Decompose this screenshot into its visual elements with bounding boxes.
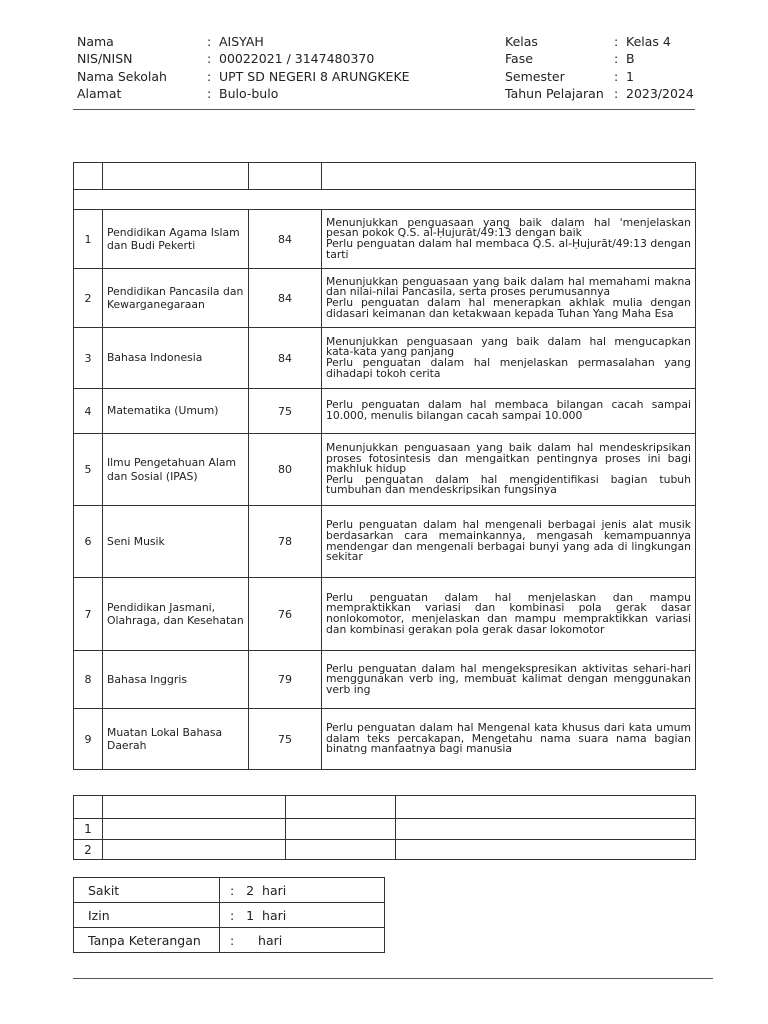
- info-label: Kelas: [505, 34, 538, 49]
- description-line: Menunjukkan penguasaan yang baik dalam hal mengucapkan kata-kata yang panjang: [326, 334, 691, 359]
- info-value-address: Bulo-bulo: [219, 85, 279, 101]
- description-line: Perlu penguatan dalam hal menjelaskan permasalahan yang dihadapi tokoh cerita: [326, 356, 691, 380]
- extracurricular-body: [74, 819, 696, 860]
- description-line: Menunjukkan penguasaan yang baik dalam hal memahami makna dan nilai-nilai Pancasila, serta proses perumusannya: [326, 274, 691, 299]
- grades-table: [73, 162, 696, 770]
- info-value-nis: 00022021 / 3147480370: [219, 51, 375, 67]
- header-cell: [103, 796, 286, 819]
- grades-header-row: [74, 163, 696, 190]
- subject-score: 84: [249, 269, 322, 328]
- attendance-table: [73, 877, 385, 953]
- info-value-year: 2023/2024: [626, 85, 694, 101]
- attendance-row: [74, 903, 385, 928]
- attendance-label: Sakit: [74, 878, 220, 903]
- grade-number: 4: [74, 389, 103, 434]
- subject-name: Matematika (Umum): [103, 389, 249, 434]
- info-separator: :: [614, 68, 619, 84]
- attendance-row: [74, 928, 385, 953]
- description-line: Perlu penguatan dalam hal menjelaskan dan mampu mempraktikkan variasi dan kombinasi pola gerak dasar nonlokomotor, menjelaskan dan mampu mempraktikkan variasi dan kombinasi gerakan pola gerak dasar lokomotor: [326, 590, 691, 636]
- subject-name: Ilmu Pengetahuan Alam dan Sosial (IPAS): [103, 434, 249, 506]
- subject-name: Seni Musik: [103, 506, 249, 578]
- grade-row: [74, 328, 696, 389]
- info-row-year: [505, 85, 694, 102]
- extracurricular-number: 2: [74, 840, 103, 860]
- info-label: Tahun Pelajaran: [505, 85, 604, 101]
- grade-number: 2: [74, 269, 103, 328]
- info-row-nis: [77, 50, 410, 67]
- extracurricular-cell: [396, 819, 696, 840]
- extracurricular-cell: [103, 819, 286, 840]
- subject-description: [322, 269, 696, 328]
- subject-score: 78: [249, 506, 322, 578]
- description-line: Perlu penguatan dalam hal mengenali berbagai jenis alat musik berdasarkan cara memainkannya, mengasah kemampuannya mendengar dan mengenali berbagai bunyi yang ada di lingkungan sekitar: [326, 518, 691, 564]
- subject-name: Bahasa Inggris: [103, 651, 249, 709]
- attendance-separator: :: [230, 907, 235, 923]
- info-value-name: AISYAH: [219, 34, 264, 49]
- subject-description: [322, 389, 696, 434]
- extracurricular-table: [73, 795, 696, 860]
- subject-score: 84: [249, 328, 322, 389]
- attendance-label: Tanpa Keterangan: [74, 928, 220, 953]
- subject-score: 76: [249, 578, 322, 651]
- grade-row: [74, 578, 696, 651]
- info-separator: :: [207, 68, 212, 84]
- grade-number: 7: [74, 578, 103, 651]
- extracurricular-number: 1: [74, 819, 103, 840]
- grade-number: 5: [74, 434, 103, 506]
- extracurricular-cell: [286, 840, 396, 860]
- info-separator: :: [614, 51, 619, 67]
- attendance-separator: :: [230, 932, 235, 948]
- subject-name: Muatan Lokal Bahasa Daerah: [103, 709, 249, 770]
- grade-number: 8: [74, 651, 103, 709]
- extracurricular-row: [74, 840, 696, 860]
- info-separator: :: [207, 34, 212, 49]
- subject-description: [322, 434, 696, 506]
- description-line: Perlu penguatan dalam hal menerapkan akhlak mulia dengan didasari keimanan dan ketakwaan kepada Tuhan Yang Maha Esa: [326, 296, 691, 320]
- grade-number: 3: [74, 328, 103, 389]
- info-separator: :: [207, 51, 212, 67]
- attendance-value: 2 hari: [246, 882, 287, 898]
- info-row-address: [77, 85, 410, 102]
- info-label: Fase: [505, 51, 533, 67]
- grade-row: [74, 434, 696, 506]
- extracurricular-cell: [286, 819, 396, 840]
- student-info-right: [505, 33, 694, 102]
- description-line: Perlu penguatan dalam hal mengidentifikasi bagian tubuh tumbuhan dan mendeskripsikan fungsinya: [326, 472, 691, 497]
- extracurricular-header-row: [74, 796, 696, 819]
- grade-row: [74, 269, 696, 328]
- grade-row: [74, 389, 696, 434]
- info-label: Alamat: [77, 85, 122, 101]
- description-line: Perlu penguatan dalam hal membaca bilangan cacah sampai 10.000, menulis bilangan cacah sampai 10.000: [326, 398, 691, 422]
- subject-score: 75: [249, 709, 322, 770]
- subject-score: 79: [249, 651, 322, 709]
- info-row-school: [77, 68, 410, 85]
- grades-group-row: [74, 190, 696, 210]
- attendance-row: [74, 878, 385, 903]
- subject-name: Pendidikan Jasmani, Olahraga, dan Kesehatan: [103, 578, 249, 651]
- extracurricular-cell: [103, 840, 286, 860]
- grade-row: [74, 709, 696, 770]
- info-row-name: [77, 33, 410, 50]
- attendance-value: hari: [246, 932, 283, 948]
- subject-description: [322, 328, 696, 389]
- group-cell: [74, 190, 696, 210]
- description-line: Menunjukkan penguasaan yang baik dalam hal 'menjelaskan pesan pokok Q.S. al-Ḥujurāt/49:13 dengan baik: [326, 215, 691, 240]
- subject-description: [322, 506, 696, 578]
- attendance-value-cell: [220, 878, 385, 903]
- grade-number: 9: [74, 709, 103, 770]
- header-cell: [286, 796, 396, 819]
- attendance-value-cell: [220, 903, 385, 928]
- description-line: Perlu penguatan dalam hal membaca Q.S. al-Ḥujurāt/49:13 dengan tarti: [326, 237, 691, 261]
- subject-description: [322, 651, 696, 709]
- attendance-value-cell: [220, 928, 385, 953]
- header-divider: [73, 109, 695, 110]
- attendance-body: [74, 878, 385, 953]
- student-info-left: [77, 33, 410, 102]
- header-cell: [74, 796, 103, 819]
- attendance-label: Izin: [74, 903, 220, 928]
- info-separator: :: [614, 34, 619, 49]
- subject-score: 84: [249, 210, 322, 269]
- info-row-phase: [505, 50, 694, 67]
- grade-number: 6: [74, 506, 103, 578]
- grade-row: [74, 210, 696, 269]
- info-value-semester: 1: [626, 68, 634, 84]
- description-line: Perlu penguatan dalam hal mengekspresikan aktivitas sehari-hari menggunakan verb ing, membuat kalimat dengan menggunakan verb ing: [326, 661, 691, 696]
- info-label: Nama: [77, 34, 114, 49]
- info-row-class: [505, 33, 694, 50]
- info-separator: :: [207, 85, 212, 101]
- info-value-class: Kelas 4: [626, 34, 671, 49]
- info-label: NIS/NISN: [77, 51, 133, 67]
- grade-row: [74, 651, 696, 709]
- header-cell: [249, 163, 322, 190]
- extracurricular-row: [74, 819, 696, 840]
- subject-description: [322, 210, 696, 269]
- subject-description: [322, 578, 696, 651]
- attendance-value: 1 hari: [246, 907, 287, 923]
- subject-name: Bahasa Indonesia: [103, 328, 249, 389]
- info-row-semester: [505, 68, 694, 85]
- info-value-phase: B: [626, 51, 635, 67]
- header-cell: [322, 163, 696, 190]
- description-line: Menunjukkan penguasaan yang baik dalam hal mendeskripsikan proses fotosintesis dan mengaitkan pentingnya proses ini bagi makhluk hidup: [326, 441, 691, 476]
- subject-name: Pendidikan Pancasila dan Kewarganegaraan: [103, 269, 249, 328]
- info-label: Nama Sekolah: [77, 68, 167, 84]
- info-separator: :: [614, 85, 619, 101]
- header-cell: [74, 163, 103, 190]
- header-cell: [103, 163, 249, 190]
- grade-row: [74, 506, 696, 578]
- header-cell: [396, 796, 696, 819]
- subject-description: [322, 709, 696, 770]
- attendance-separator: :: [230, 882, 235, 898]
- subject-name: Pendidikan Agama Islam dan Budi Pekerti: [103, 210, 249, 269]
- subject-score: 80: [249, 434, 322, 506]
- extracurricular-cell: [396, 840, 696, 860]
- info-label: Semester: [505, 68, 565, 84]
- grades-body: [74, 210, 696, 770]
- subject-score: 75: [249, 389, 322, 434]
- description-line: Perlu penguatan dalam hal Mengenal kata khusus dari kata umum dalam teks percakapan, Mengetahu nama suara nama bagian binatng manfaatnya bagi manusia: [326, 721, 691, 756]
- grade-number: 1: [74, 210, 103, 269]
- footer-divider: [73, 978, 713, 979]
- info-value-school: UPT SD NEGERI 8 ARUNGKEKE: [219, 68, 410, 84]
